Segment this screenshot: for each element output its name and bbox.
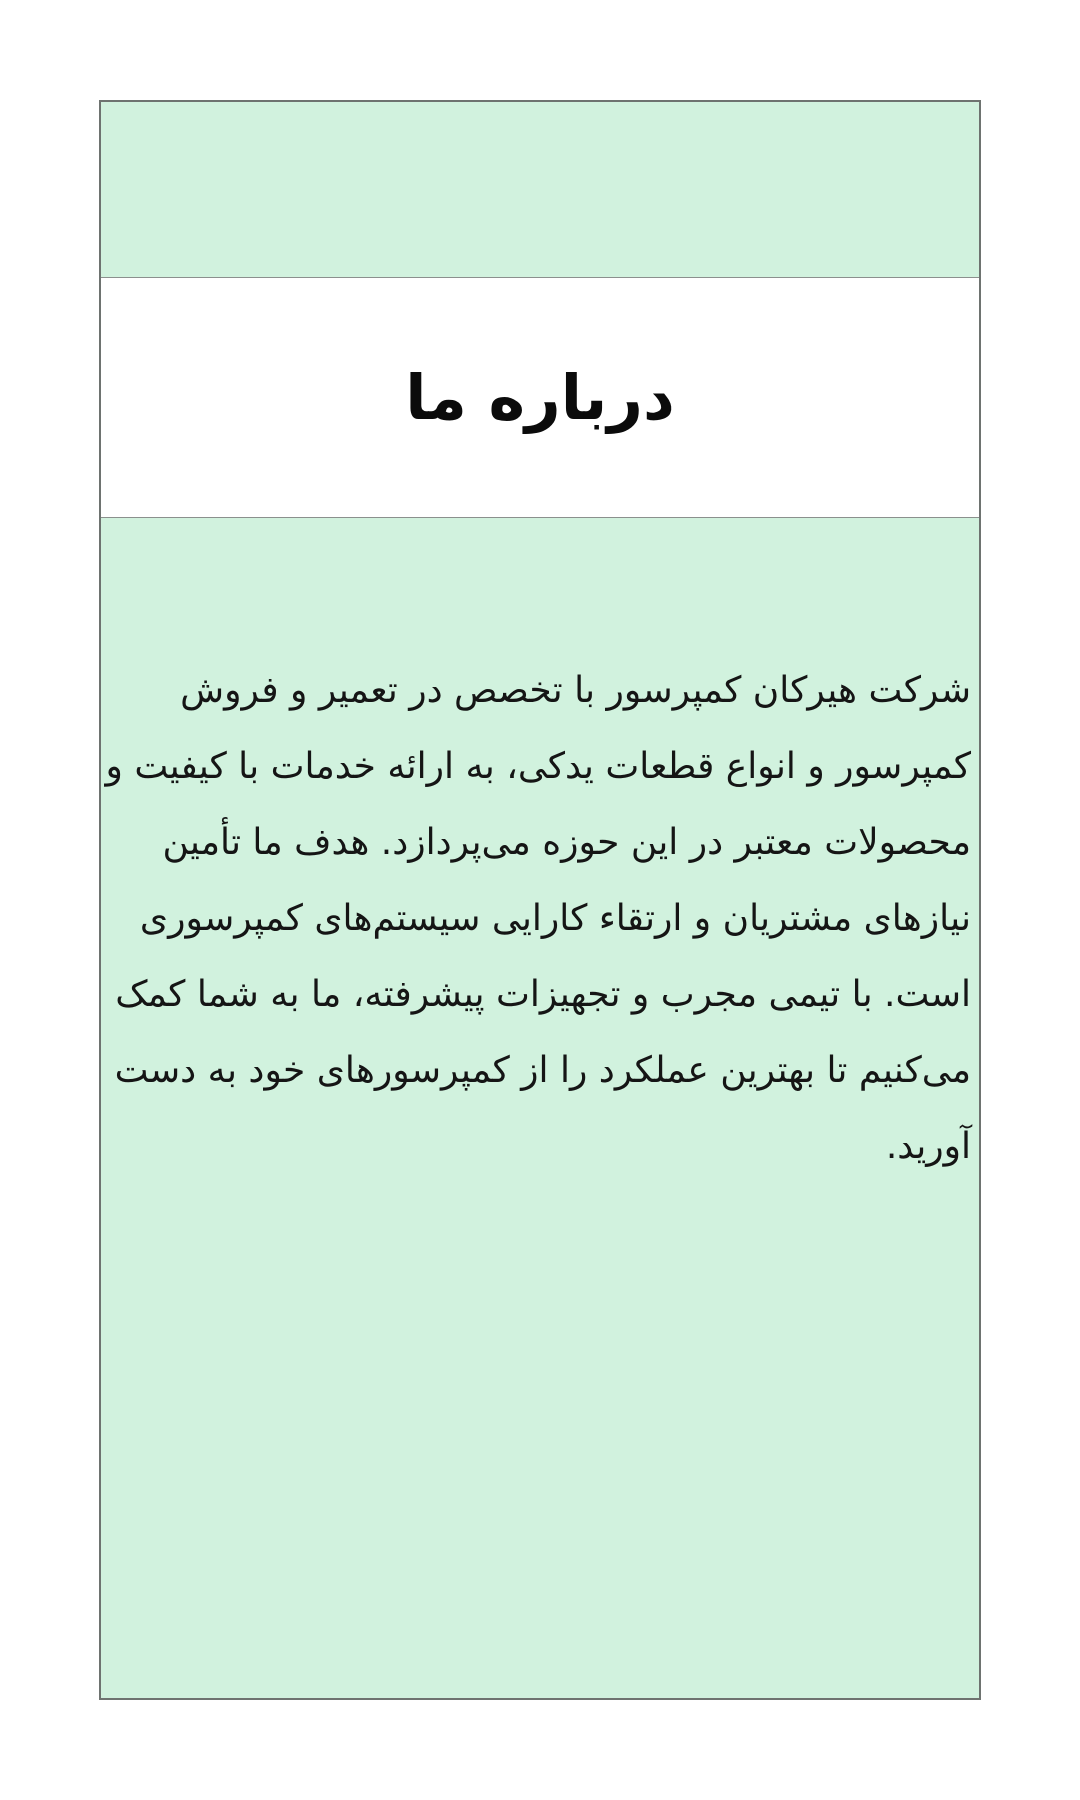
paragraph-line: است. با تیمی مجرب و تجهیزات پیشرفته، ما به شما کمک (115, 974, 971, 1015)
top-green-band (101, 102, 979, 278)
paragraph-line: محصولات معتبر در این حوزه می‌پردازد. هدف ما تأمین (162, 822, 971, 863)
about-paragraph (105, 653, 971, 1185)
paragraph-line: نیازهای مشتریان و ارتقاء کارایی سیستم‌های کمپرسوری (139, 898, 971, 939)
paragraph-line: آورید. (885, 1126, 971, 1167)
about-header-section (101, 278, 979, 518)
page-title: درباره ما (405, 361, 675, 434)
about-card (99, 100, 981, 1700)
paragraph-line: کمپرسور و انواع قطعات یدکی، به ارائه خدمات با کیفیت و (105, 746, 971, 787)
paragraph-line: می‌کنیم تا بهترین عملکرد را از کمپرسورهای خود به دست (114, 1050, 971, 1091)
about-content-section (101, 518, 979, 1698)
paragraph-line: شرکت هیرکان کمپرسور با تخصص در تعمیر و فروش (180, 670, 971, 711)
